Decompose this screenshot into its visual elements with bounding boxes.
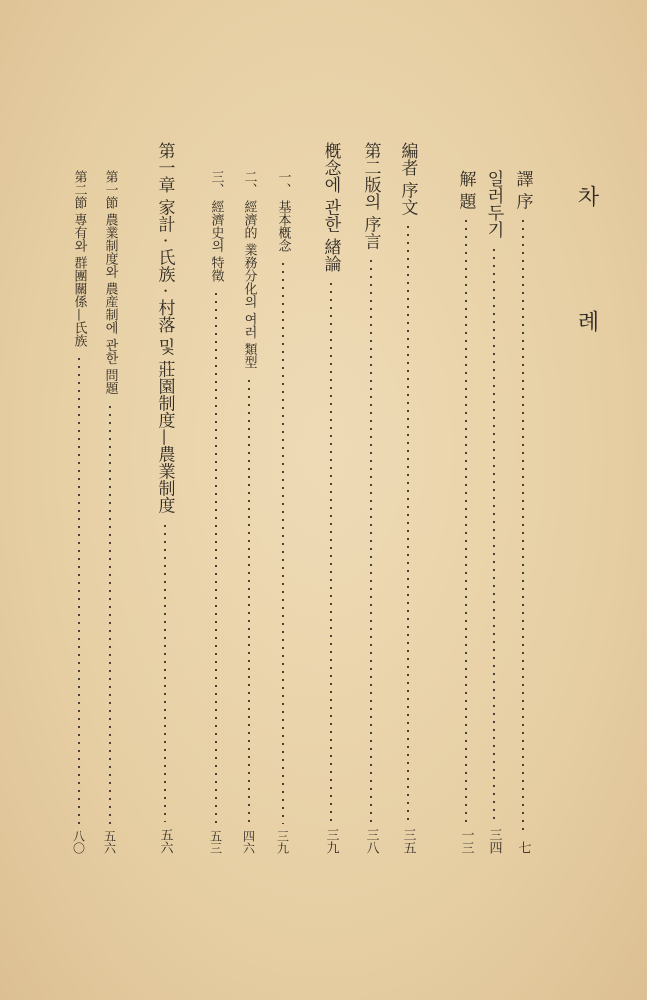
toc-entry-label: 一、 基本槪念 [275, 170, 291, 253]
dot-leader [465, 217, 467, 822]
toc-entry-notes[interactable] [483, 170, 505, 854]
toc-page-number: 三九 [323, 828, 339, 854]
toc-entry-label: 일러두기 [483, 170, 504, 238]
dot-leader [164, 522, 166, 822]
toc-entry-commentary[interactable] [455, 170, 477, 854]
dot-leader [493, 246, 495, 822]
dot-leader [109, 403, 111, 824]
toc-page-number: 五六 [157, 828, 173, 854]
dot-leader [78, 355, 80, 824]
toc-entry-label: 第二節 專有와 群團關係—氏族 [71, 170, 87, 348]
toc-entry-second-edition-preface[interactable] [360, 142, 382, 854]
dot-leader [215, 290, 217, 824]
toc-page-number: 三九 [275, 830, 290, 854]
toc-entry-label: 二、 經濟的 業務分化의 여러 類型 [241, 170, 257, 369]
toc-page-number: 七 [515, 841, 531, 854]
toc-entry-editor-preface[interactable] [397, 142, 419, 854]
toc-entry-label: 解 題 [455, 170, 476, 210]
toc-entry-economic-history[interactable] [205, 170, 227, 854]
toc-entry-label: 編者 序文 [397, 142, 418, 216]
toc-page-number: 三五 [400, 828, 416, 854]
toc-entry-chapter-one[interactable] [154, 142, 176, 854]
toc-entry-label: 譯 序 [512, 170, 533, 210]
toc-entry-label: 三、 經濟史의 特徵 [208, 170, 224, 283]
toc-entry-section-one[interactable] [99, 170, 121, 854]
toc-entry-division-of-labor[interactable] [238, 170, 260, 854]
page-title: 차 례 [574, 185, 599, 380]
toc-page-number: 八〇 [71, 830, 86, 854]
toc-entry-translator-preface[interactable] [512, 170, 534, 854]
toc-page-number: 四六 [241, 830, 256, 854]
toc-entry-label: 第一節 農業制度와 農産制에 관한 問題 [102, 170, 118, 395]
dot-leader [407, 223, 409, 822]
dot-leader [522, 217, 524, 835]
toc-page-number: 三八 [363, 828, 379, 854]
toc-entry-label: 第二版의 序言 [360, 142, 381, 250]
dot-leader [370, 257, 372, 822]
dot-leader [282, 260, 284, 824]
toc-entry-label: 第一章 家計 · 氏族 · 村落 및 莊園制度—農業制度 [154, 142, 175, 514]
toc-page-number: 五三 [208, 830, 223, 854]
toc-entry-label: 槪念에 관한 緖論 [320, 142, 341, 272]
toc-page-number: 一三 [458, 828, 474, 854]
toc-page-number: 五六 [102, 830, 117, 854]
toc-entry-section-two[interactable] [68, 170, 90, 854]
dot-leader [248, 377, 250, 824]
dot-leader [330, 280, 332, 822]
toc-entry-basic-concepts[interactable] [272, 170, 294, 854]
toc-page-number: 三四 [486, 828, 502, 854]
toc-entry-introduction[interactable] [320, 142, 342, 854]
